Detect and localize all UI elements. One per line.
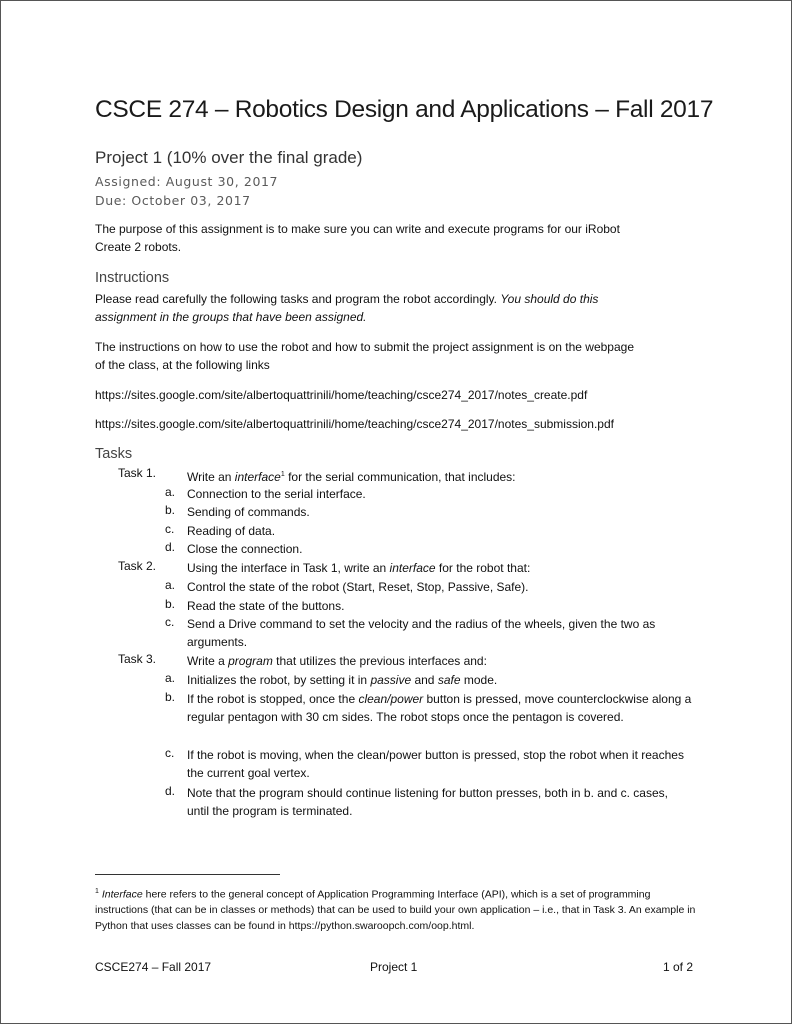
task-3-label: Task 3. — [118, 652, 157, 666]
task-3-item-c: If the robot is moving, when the clean/power button is pressed, stop the robot when it reaches the current goal vertex. — [187, 748, 684, 781]
task-2-item: Control the state of the robot (Start, Reset, Stop, Passive, Safe). — [187, 580, 529, 594]
document-subtitle: Project 1 (10% over the final grade) — [95, 148, 363, 167]
due-date: Due: October 03, 2017 — [95, 193, 251, 208]
tasks-heading: Tasks — [95, 446, 133, 462]
document-title: CSCE 274 – Robotics Design and Applications – Fall 2017 — [95, 96, 714, 123]
task-2-label: Task 2. — [118, 559, 157, 573]
link-notes-create[interactable]: https://sites.google.com/site/albertoquattrinili/home/teaching/csce274_2017/notes_create.pdf — [95, 388, 588, 402]
task-3-item-letter: d. — [165, 784, 176, 798]
task-2-text: Using the interface in Task 1, write an interface for the robot that: — [187, 561, 531, 575]
task-1-item: Reading of data. — [187, 524, 276, 538]
task-2-item-letter: b. — [165, 597, 176, 611]
task-1-item: Close the connection. — [187, 542, 303, 556]
task-1-item: Sending of commands. — [187, 505, 310, 519]
task-3-item-letter: b. — [165, 690, 176, 704]
instructions-para-2-line-2: of the class, at the following links — [95, 358, 270, 372]
task-3-text: Write a program that utilizes the previous interfaces and: — [187, 654, 487, 668]
task-1-item-letter: a. — [165, 485, 176, 499]
link-notes-submission[interactable]: https://sites.google.com/site/albertoquattrinili/home/teaching/csce274_2017/notes_submission.pdf — [95, 417, 614, 431]
footer-course: CSCE274 – Fall 2017 — [95, 960, 212, 974]
task-1-item-letter: b. — [165, 503, 176, 517]
task-1-item-letter: c. — [165, 522, 175, 536]
task-1-item: Connection to the serial interface. — [187, 487, 366, 501]
task-1-text: Write an interface$^1$ for the serial communication, that includes: — [187, 470, 516, 484]
task-1-label: Task 1. — [118, 466, 157, 480]
task-2-item: Read the state of the buttons. — [187, 599, 345, 613]
task-1-item-letter: d. — [165, 540, 176, 554]
task-2-item-letter: c. — [165, 615, 175, 629]
footnote-separator — [95, 874, 280, 875]
task-2-item: Send a Drive command to set the velocity and the radius of the wheels, given the two as arguments. — [187, 617, 656, 650]
task-3-item-b: If the robot is stopped, once the clean/power button is pressed, move counterclockwise along a regular pentagon with 30 cm sides. The robot stops once the pentagon is covered. — [187, 692, 692, 725]
instructions-para-2-line-1: The instructions on how to use the robot and how to submit the project assignment is on the webpage — [95, 340, 634, 354]
task-3-item-d: Note that the program should continue listening for button presses, both in b. and c. cases, until the program is terminated. — [187, 786, 668, 819]
instructions-para-1-line-1: Please read carefully the following tasks and program the robot accordingly. You should do this — [95, 292, 599, 306]
assigned-date: Assigned: August 30, 2017 — [95, 174, 279, 189]
task-3-item-letter: a. — [165, 671, 176, 685]
footer-project: Project 1 — [370, 960, 418, 974]
instructions-heading: Instructions — [95, 270, 170, 286]
task-3-item-letter: c. — [165, 746, 175, 760]
instructions-para-1-line-2: assignment in the groups that have been assigned. — [95, 310, 367, 324]
task-3-item-a: Initializes the robot, by setting it in passive and safe mode. — [187, 673, 498, 687]
intro-line-2: Create 2 robots. — [95, 240, 182, 254]
footnote: $^1$ Interface here refers to the general concept of Application Programming Interface (API), which is a set of programming instructions (that can be in classes or methods) that can be used to build your own application – i.e., that in Task 3. An example in Python that uses classes can be found in https://python.swaroopch.com/oop.html. — [95, 888, 696, 932]
intro-line-1: The purpose of this assignment is to make sure you can write and execute programs for our iRobot — [95, 222, 620, 236]
task-2-item-letter: a. — [165, 578, 176, 592]
footer-page-number: 1 of 2 — [663, 960, 694, 974]
